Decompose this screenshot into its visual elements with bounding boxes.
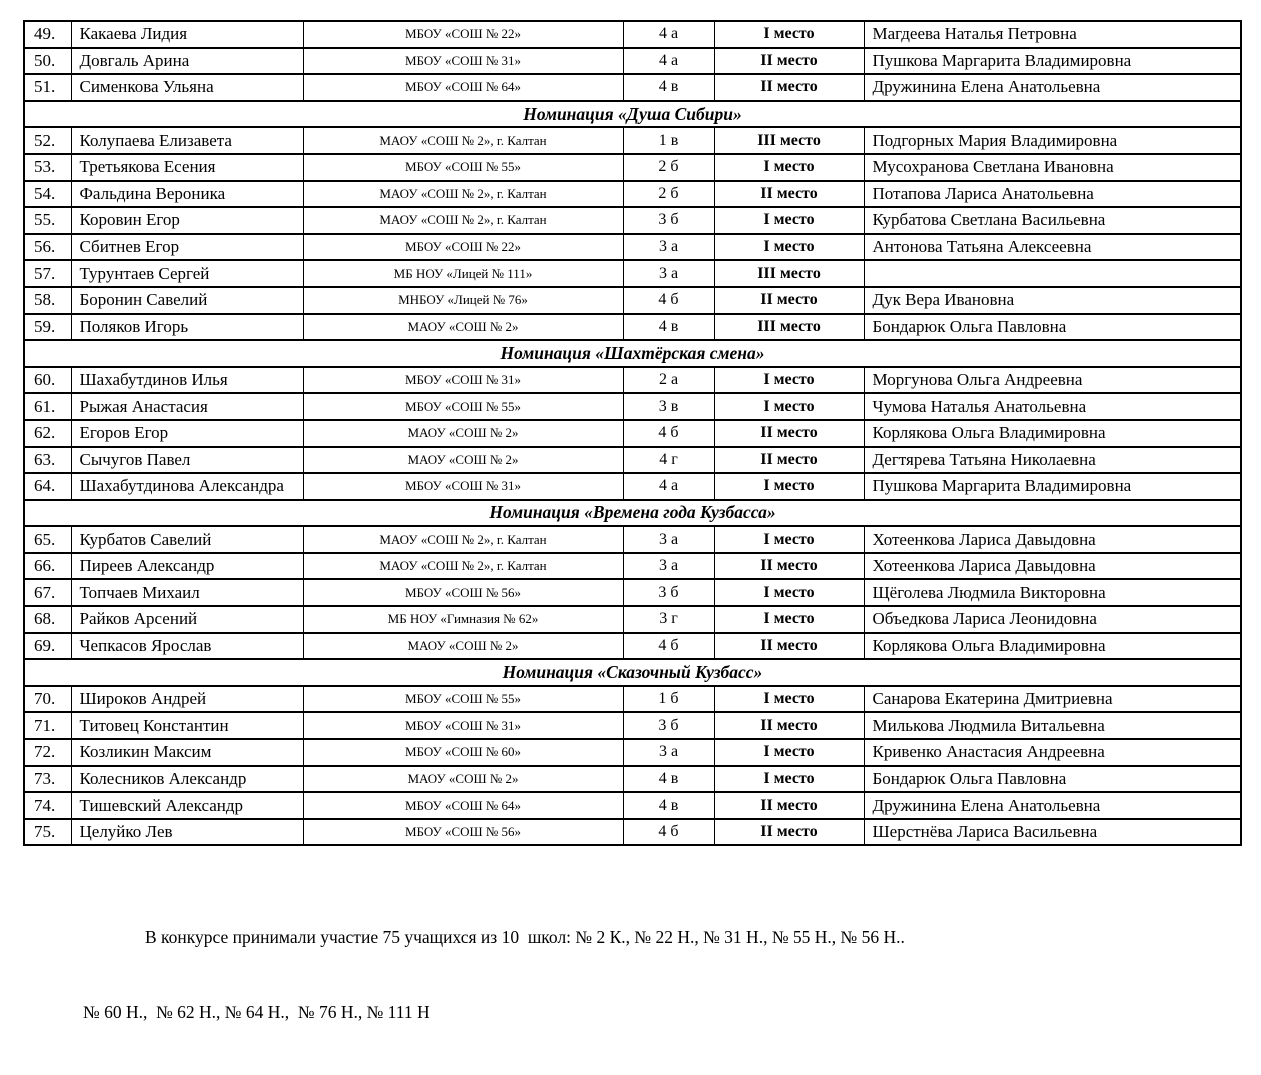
class-cell: 3 б [623,579,714,606]
teacher-cell: Мусохранова Светлана Ивановна [864,154,1241,181]
table-row [24,792,1241,819]
place-cell: II место [714,819,864,846]
place-cell: II место [714,181,864,208]
place-cell: II место [714,287,864,314]
row-number-cell: 58. [24,287,71,314]
teacher-cell: Пушкова Маргарита Владимировна [864,473,1241,500]
nomination-title: Номинация «Времена года Кузбасса» [24,500,1241,527]
school-cell: МБОУ «СОШ № 56» [303,819,623,846]
place-cell: II место [714,420,864,447]
row-number-cell: 71. [24,712,71,739]
place-cell: I место [714,526,864,553]
place-cell: II место [714,712,864,739]
school-cell: МБОУ «СОШ № 22» [303,234,623,261]
place-cell: II место [714,633,864,660]
school-cell: МАОУ «СОШ № 2» [303,633,623,660]
student-name-cell: Шахабутдинов Илья [71,367,303,394]
school-cell: МБОУ «СОШ № 56» [303,579,623,606]
student-name-cell: Тишевский Александр [71,792,303,819]
place-cell: I место [714,154,864,181]
place-cell: I место [714,21,864,48]
school-cell: МБОУ «СОШ № 60» [303,739,623,766]
summary-line-1: В конкурсе принимали участие 75 учащихся из 10 школ: № 2 К., № 22 Н., № 31 Н., № 55 Н., № 56 Н.. [145,927,905,947]
teacher-cell: Щёголева Людмила Викторовна [864,579,1241,606]
teacher-cell: Бондарюк Ольга Павловна [864,766,1241,793]
table-row [24,207,1241,234]
school-cell: МБОУ «СОШ № 55» [303,154,623,181]
class-cell: 2 б [623,154,714,181]
teacher-cell: Корлякова Ольга Владимировна [864,420,1241,447]
class-cell: 3 в [623,393,714,420]
table-row [24,154,1241,181]
teacher-cell: Бондарюк Ольга Павловна [864,314,1241,341]
school-cell: МНБОУ «Лицей № 76» [303,287,623,314]
table-row [24,739,1241,766]
student-name-cell: Титовец Константин [71,712,303,739]
place-cell: I место [714,606,864,633]
student-name-cell: Боронин Савелий [71,287,303,314]
table-row [24,314,1241,341]
place-cell: I место [714,739,864,766]
class-cell: 3 а [623,526,714,553]
row-number-cell: 70. [24,686,71,713]
row-number-cell: 50. [24,48,71,75]
teacher-cell: Дружинина Елена Анатольевна [864,74,1241,101]
teacher-cell: Шерстнёва Лариса Васильевна [864,819,1241,846]
school-cell: МАОУ «СОШ № 2» [303,420,623,447]
nomination-section-row [24,340,1241,367]
class-cell: 3 а [623,260,714,287]
nomination-section-row [24,659,1241,686]
nomination-title: Номинация «Душа Сибири» [24,101,1241,128]
class-cell: 3 а [623,553,714,580]
school-cell: МБОУ «СОШ № 31» [303,367,623,394]
table-row [24,606,1241,633]
table-row [24,74,1241,101]
row-number-cell: 54. [24,181,71,208]
place-cell: II место [714,553,864,580]
place-cell: II место [714,48,864,75]
place-cell: II место [714,792,864,819]
class-cell: 4 а [623,48,714,75]
teacher-cell: Объедкова Лариса Леонидовна [864,606,1241,633]
student-name-cell: Целуйко Лев [71,819,303,846]
nomination-section-row [24,101,1241,128]
row-number-cell: 74. [24,792,71,819]
student-name-cell: Егоров Егор [71,420,303,447]
teacher-cell: Курбатова Светлана Васильевна [864,207,1241,234]
class-cell: 4 г [623,447,714,474]
table-row [24,234,1241,261]
class-cell: 4 в [623,792,714,819]
student-name-cell: Чепкасов Ярослав [71,633,303,660]
row-number-cell: 62. [24,420,71,447]
place-cell: I место [714,207,864,234]
school-cell: МАОУ «СОШ № 2» [303,766,623,793]
nomination-title: Номинация «Шахтёрская смена» [24,340,1241,367]
school-cell: МАОУ «СОШ № 2», г. Калтан [303,181,623,208]
class-cell: 4 в [623,766,714,793]
student-name-cell: Топчаев Михаил [71,579,303,606]
row-number-cell: 60. [24,367,71,394]
student-name-cell: Пиреев Александр [71,553,303,580]
school-cell: МБ НОУ «Лицей № 111» [303,260,623,287]
table-row [24,287,1241,314]
place-cell: I место [714,579,864,606]
student-name-cell: Сычугов Павел [71,447,303,474]
table-row [24,526,1241,553]
class-cell: 3 г [623,606,714,633]
table-row [24,393,1241,420]
student-name-cell: Третьякова Есения [71,154,303,181]
teacher-cell: Чумова Наталья Анатольевна [864,393,1241,420]
class-cell: 4 в [623,314,714,341]
table-row [24,127,1241,154]
class-cell: 1 б [623,686,714,713]
school-cell: МАОУ «СОШ № 2», г. Калтан [303,553,623,580]
place-cell: I место [714,473,864,500]
school-cell: МБ НОУ «Гимназия № 62» [303,606,623,633]
teacher-cell: Санарова Екатерина Дмитриевна [864,686,1241,713]
row-number-cell: 57. [24,260,71,287]
row-number-cell: 51. [24,74,71,101]
row-number-cell: 53. [24,154,71,181]
place-cell: I место [714,367,864,394]
teacher-cell: Хотеенкова Лариса Давыдовна [864,526,1241,553]
table-row [24,686,1241,713]
row-number-cell: 67. [24,579,71,606]
teacher-cell: Милькова Людмила Витальевна [864,712,1241,739]
student-name-cell: Рыжая Анастасия [71,393,303,420]
student-name-cell: Курбатов Савелий [71,526,303,553]
table-row [24,181,1241,208]
student-name-cell: Довгаль Арина [71,48,303,75]
teacher-cell: Корлякова Ольга Владимировна [864,633,1241,660]
student-name-cell: Шахабутдинова Александра [71,473,303,500]
school-cell: МБОУ «СОШ № 31» [303,473,623,500]
student-name-cell: Какаева Лидия [71,21,303,48]
student-name-cell: Сбитнев Егор [71,234,303,261]
school-cell: МБОУ «СОШ № 31» [303,48,623,75]
student-name-cell: Райков Арсений [71,606,303,633]
class-cell: 3 б [623,712,714,739]
row-number-cell: 64. [24,473,71,500]
class-cell: 2 б [623,181,714,208]
place-cell: I место [714,766,864,793]
teacher-cell: Антонова Татьяна Алексеевна [864,234,1241,261]
row-number-cell: 56. [24,234,71,261]
summary-paragraph [83,875,1183,1075]
class-cell: 4 б [623,420,714,447]
class-cell: 2 а [623,367,714,394]
nomination-section-row [24,500,1241,527]
row-number-cell: 75. [24,819,71,846]
student-name-cell: Турунтаев Сергей [71,260,303,287]
teacher-cell [864,260,1241,287]
class-cell: 3 б [623,207,714,234]
teacher-cell: Дружинина Елена Анатольевна [864,792,1241,819]
class-cell: 3 а [623,739,714,766]
class-cell: 1 в [623,127,714,154]
class-cell: 4 а [623,473,714,500]
school-cell: МБОУ «СОШ № 55» [303,686,623,713]
school-cell: МБОУ «СОШ № 22» [303,21,623,48]
place-cell: I место [714,234,864,261]
teacher-cell: Хотеенкова Лариса Давыдовна [864,553,1241,580]
table-row [24,260,1241,287]
place-cell: III место [714,127,864,154]
teacher-cell: Пушкова Маргарита Владимировна [864,48,1241,75]
school-cell: МБОУ «СОШ № 64» [303,74,623,101]
student-name-cell: Широков Андрей [71,686,303,713]
school-cell: МБОУ «СОШ № 64» [303,792,623,819]
place-cell: I место [714,686,864,713]
summary-line-2: № 60 Н., № 62 Н., № 64 Н., № 76 Н., № 111 Н [83,1002,430,1022]
place-cell: I место [714,393,864,420]
row-number-cell: 68. [24,606,71,633]
row-number-cell: 69. [24,633,71,660]
school-cell: МАОУ «СОШ № 2» [303,447,623,474]
place-cell: II место [714,74,864,101]
table-row [24,48,1241,75]
student-name-cell: Сименкова Ульяна [71,74,303,101]
student-name-cell: Поляков Игорь [71,314,303,341]
table-row [24,21,1241,48]
teacher-cell: Моргунова Ольга Андреевна [864,367,1241,394]
table-row [24,712,1241,739]
class-cell: 4 в [623,74,714,101]
table-row [24,367,1241,394]
row-number-cell: 66. [24,553,71,580]
teacher-cell: Потапова Лариса Анатольевна [864,181,1241,208]
class-cell: 3 а [623,234,714,261]
class-cell: 4 б [623,633,714,660]
teacher-cell: Дегтярева Татьяна Николаевна [864,447,1241,474]
table-row [24,766,1241,793]
teacher-cell: Магдеева Наталья Петровна [864,21,1241,48]
school-cell: МБОУ «СОШ № 31» [303,712,623,739]
school-cell: МАОУ «СОШ № 2» [303,314,623,341]
teacher-cell: Дук Вера Ивановна [864,287,1241,314]
place-cell: II место [714,447,864,474]
row-number-cell: 61. [24,393,71,420]
school-cell: МАОУ «СОШ № 2», г. Калтан [303,127,623,154]
student-name-cell: Колесников Александр [71,766,303,793]
row-number-cell: 63. [24,447,71,474]
row-number-cell: 65. [24,526,71,553]
table-row [24,819,1241,846]
student-name-cell: Коровин Егор [71,207,303,234]
table-row [24,553,1241,580]
row-number-cell: 52. [24,127,71,154]
row-number-cell: 55. [24,207,71,234]
table-row [24,633,1241,660]
class-cell: 4 б [623,819,714,846]
results-table-body [24,21,1241,845]
row-number-cell: 72. [24,739,71,766]
class-cell: 4 а [623,21,714,48]
table-row [24,579,1241,606]
table-row [24,473,1241,500]
row-number-cell: 59. [24,314,71,341]
student-name-cell: Фальдина Вероника [71,181,303,208]
teacher-cell: Кривенко Анастасия Андреевна [864,739,1241,766]
place-cell: III место [714,260,864,287]
class-cell: 4 б [623,287,714,314]
row-number-cell: 49. [24,21,71,48]
table-row [24,420,1241,447]
table-row [24,447,1241,474]
school-cell: МАОУ «СОШ № 2», г. Калтан [303,207,623,234]
teacher-cell: Подгорных Мария Владимировна [864,127,1241,154]
results-table [23,20,1242,846]
nomination-title: Номинация «Сказочный Кузбасс» [24,659,1241,686]
school-cell: МБОУ «СОШ № 55» [303,393,623,420]
row-number-cell: 73. [24,766,71,793]
school-cell: МАОУ «СОШ № 2», г. Калтан [303,526,623,553]
place-cell: III место [714,314,864,341]
student-name-cell: Колупаева Елизавета [71,127,303,154]
student-name-cell: Козликин Максим [71,739,303,766]
